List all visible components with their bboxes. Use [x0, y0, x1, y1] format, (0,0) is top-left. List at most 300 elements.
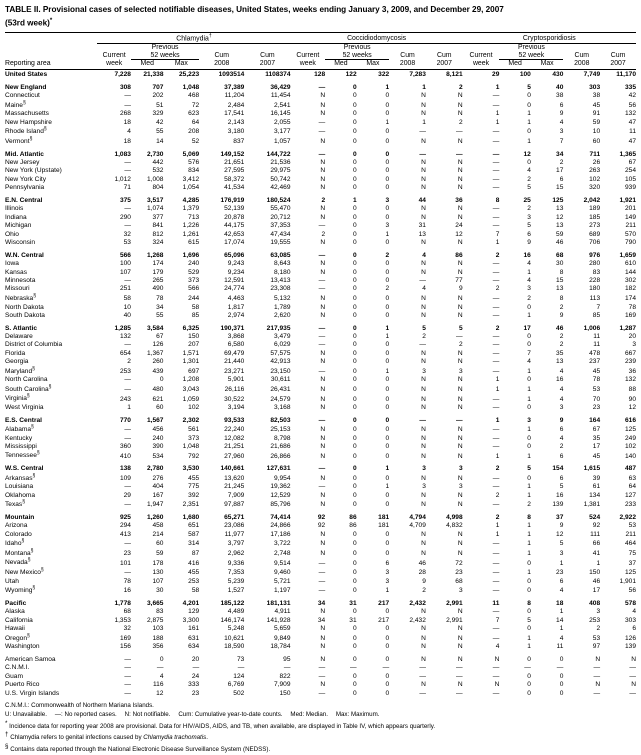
cell-crypto-week: N — [494, 681, 500, 689]
cell-cocci-week: N — [320, 239, 326, 247]
area-name: Hawaii — [5, 625, 25, 633]
cell-crypto-cum2007: 11,170 — [616, 71, 636, 79]
cell-crypto-max: 0 — [559, 689, 564, 697]
prev-spacer-3 — [244, 44, 290, 52]
table-row — [5, 276, 636, 284]
footnote-section-symbol: § — [5, 743, 9, 751]
area-name: Kansas — [5, 268, 27, 276]
cell-crypto-max: 59 — [556, 230, 564, 238]
cell-crypto-week: — — [492, 341, 500, 349]
weeks-label-chlamydia: 52 weeks — [131, 52, 199, 60]
cell-chlamydia-cum2008: 12,082 — [224, 434, 245, 442]
cell-crypto-cum2008: 17 — [592, 587, 601, 595]
cell-crypto-week: — — [492, 634, 500, 642]
area-name: Idaho — [5, 540, 22, 548]
cell-chlamydia-cum2007: 23,150 — [270, 367, 291, 375]
cell-cocci-max: 0 — [385, 260, 390, 268]
cell-cocci-max: 6 — [385, 559, 390, 567]
cell-cocci-cum2007: N — [457, 681, 463, 689]
cell-chlamydia-week: — — [124, 222, 131, 230]
cell-crypto-med: 0 — [527, 587, 531, 595]
cell-crypto-week: — — [492, 434, 500, 442]
group-spacer — [5, 32, 97, 44]
table-row — [5, 521, 636, 529]
cell-crypto-week: — — [492, 540, 500, 548]
cell-crypto-cum2008: N — [595, 655, 601, 663]
cell-cocci-max: 0 — [385, 530, 390, 538]
cell-chlamydia-cum2008: 3,868 — [227, 333, 245, 340]
cell-cocci-cum2007: 8,121 — [446, 71, 463, 79]
cell-crypto-cum2007: 169 — [624, 311, 636, 319]
cell-chlamydia-week: 169 — [119, 634, 131, 642]
cell-chlamydia-max: 1,048 — [182, 83, 200, 91]
cell-crypto-med: 1 — [527, 118, 531, 126]
cell-chlamydia-cum2007: 8,643 — [274, 260, 291, 268]
cell-cocci-max: 0 — [385, 608, 390, 616]
row-area-label — [5, 91, 97, 99]
cell-cocci-week: — — [318, 587, 326, 595]
cell-cocci-cum2007: 68 — [455, 577, 463, 585]
cell-cocci-med: 0 — [352, 395, 357, 403]
cell-chlamydia-cum2007: 20,712 — [270, 213, 291, 221]
cell-cocci-week: — — [318, 324, 326, 332]
cell-chlamydia-cum2008: 21,440 — [224, 358, 245, 366]
cell-chlamydia-max: 1,208 — [182, 376, 200, 384]
cell-crypto-max: 37 — [556, 513, 564, 521]
cell-cocci-cum2008: N — [421, 443, 426, 451]
row-area-label — [5, 442, 97, 450]
cell-chlamydia-week: — — [124, 376, 131, 384]
title-line-2: (53rd week) — [5, 18, 50, 28]
cell-cocci-week: — — [318, 83, 326, 91]
cell-chlamydia-max: 6,325 — [182, 324, 200, 332]
table-row — [5, 251, 636, 259]
row-area-label — [5, 204, 97, 212]
cell-chlamydia-week: — — [124, 205, 131, 213]
cell-chlamydia-week: 1,285 — [114, 324, 131, 332]
cell-chlamydia-cum2008: 4,463 — [227, 295, 245, 303]
area-name: Rhode Island — [5, 128, 44, 136]
cell-crypto-cum2007: 88 — [628, 385, 636, 393]
cell-cocci-cum2007: N — [457, 474, 463, 482]
cell-cocci-max: 0 — [385, 268, 390, 276]
area-name: W.S. Central — [5, 465, 44, 473]
table-row — [5, 680, 636, 688]
area-name: California — [5, 616, 33, 624]
area-name: E.S. Central — [5, 416, 43, 424]
table-row — [5, 473, 636, 483]
cell-chlamydia-cum2007: 9,460 — [274, 569, 291, 577]
cell-crypto-week: — — [492, 672, 500, 680]
cell-chlamydia-med: 107 — [152, 577, 164, 585]
cell-cocci-med: 0 — [352, 83, 357, 91]
cell-crypto-cum2007: 11 — [629, 128, 636, 136]
cell-crypto-cum2007: 53 — [628, 522, 636, 530]
cell-cocci-week: — — [318, 672, 326, 680]
cell-cocci-cum2008: — — [419, 672, 426, 680]
cell-cocci-cum2007: — — [456, 664, 463, 672]
area-name: Nevada — [5, 559, 28, 567]
cell-chlamydia-week: 53 — [123, 239, 131, 247]
weeks-label-coccidiodomycosis: 52 weeks — [325, 52, 389, 60]
column-header-cocci-med: Med — [325, 60, 356, 70]
row-area-label — [5, 616, 97, 624]
cell-crypto-cum2007: 37 — [628, 559, 636, 567]
cell-chlamydia-max: 85 — [191, 311, 200, 319]
cell-cocci-cum2007: 3 — [458, 483, 463, 491]
cell-crypto-med: 2 — [527, 501, 531, 509]
cell-crypto-max: 4 — [559, 385, 564, 393]
cell-crypto-week: 2 — [495, 251, 500, 259]
cell-cocci-cum2007: 4,998 — [446, 513, 463, 521]
cell-cocci-med: 0 — [352, 303, 357, 311]
group-label-cryptosporidiosis: Cryptosporidiosis — [522, 35, 576, 43]
cell-crypto-cum2008: 303 — [589, 83, 601, 91]
cell-cocci-med: 0 — [352, 150, 357, 158]
cell-chlamydia-week: 32 — [123, 625, 131, 633]
row-area-label — [5, 491, 97, 499]
table-row — [5, 302, 636, 310]
cell-crypto-week: — — [492, 205, 500, 213]
cell-cocci-max: 0 — [385, 540, 390, 548]
cell-cocci-cum2008: N — [421, 260, 426, 268]
cell-crypto-week: — — [492, 303, 500, 311]
area-name: Minnesota — [5, 277, 36, 285]
cell-chlamydia-cum2008: 140,661 — [220, 465, 245, 473]
row-area-label — [5, 100, 97, 110]
cell-chlamydia-week: — — [124, 434, 131, 442]
cell-crypto-med: 1 — [527, 522, 531, 530]
cell-crypto-cum2008: — — [593, 672, 601, 680]
cell-chlamydia-cum2007: 9,849 — [274, 634, 291, 642]
area-name: Oregon — [5, 634, 27, 642]
cell-chlamydia-cum2007: 8,798 — [274, 434, 291, 442]
cell-chlamydia-max: 58 — [191, 303, 200, 311]
cell-crypto-week: 2 — [495, 491, 500, 499]
area-name: Delaware — [5, 333, 33, 340]
cell-cocci-med: 0 — [352, 158, 357, 166]
cell-cocci-cum2007: N — [457, 184, 463, 192]
cell-cocci-max: 0 — [385, 184, 390, 192]
cell-chlamydia-week: 413 — [119, 530, 131, 538]
cell-chlamydia-cum2008: 1,527 — [227, 587, 245, 595]
cell-cocci-week: N — [320, 550, 326, 558]
cell-crypto-med: 8 — [527, 599, 531, 607]
cell-cocci-med: 0 — [352, 443, 357, 451]
cell-chlamydia-cum2008: 65,096 — [224, 251, 245, 259]
cell-chlamydia-week: 132 — [119, 333, 131, 340]
cell-crypto-cum2008: 26 — [592, 158, 601, 166]
cell-cocci-cum2007: 12 — [455, 230, 463, 238]
cell-chlamydia-cum2008: 3,180 — [227, 128, 245, 136]
cell-crypto-max: 16 — [556, 491, 564, 499]
cell-cocci-cum2008: 4,709 — [409, 522, 426, 530]
cell-chlamydia-week: 2 — [127, 358, 131, 366]
cell-crypto-cum2007: 1,287 — [619, 324, 636, 332]
cell-crypto-cum2008: 253 — [589, 616, 601, 624]
cell-cocci-cum2008: 5 — [422, 324, 426, 332]
cell-crypto-cum2008: 102 — [589, 175, 601, 183]
cell-cocci-cum2008: N — [421, 101, 426, 109]
cell-crypto-cum2008: 41 — [592, 550, 601, 558]
cell-crypto-cum2007: 182 — [624, 285, 636, 293]
cell-chlamydia-max: 23 — [191, 689, 200, 697]
cell-chlamydia-cum2008: 190,371 — [220, 324, 245, 332]
cell-chlamydia-week: — — [124, 483, 131, 491]
cell-chlamydia-cum2008: 6,580 — [227, 341, 245, 349]
table-row — [5, 268, 636, 276]
cell-chlamydia-max: 576 — [188, 158, 200, 166]
cell-crypto-med: 4 — [527, 167, 531, 175]
cell-cocci-cum2007: N — [457, 403, 463, 411]
cell-crypto-week: — — [492, 483, 500, 491]
cell-chlamydia-cum2008: 18,590 — [224, 643, 245, 651]
cell-crypto-med: 0 — [527, 672, 531, 680]
cell-cocci-cum2008: 2 — [422, 333, 426, 340]
cell-chlamydia-cum2007: 26,431 — [270, 385, 291, 393]
cell-crypto-week: — — [492, 395, 500, 403]
cell-crypto-med: 3 — [527, 416, 531, 424]
cell-chlamydia-cum2008: 124 — [233, 672, 245, 680]
cell-crypto-cum2007: 610 — [624, 260, 636, 268]
cell-chlamydia-cum2007: 2,055 — [274, 118, 291, 126]
cell-cocci-med: 0 — [352, 655, 357, 663]
cell-crypto-week: — — [492, 474, 500, 482]
cell-cocci-week: N — [320, 681, 326, 689]
cell-cocci-week: — — [318, 559, 326, 567]
cell-chlamydia-week: — — [124, 92, 131, 100]
cell-crypto-max: 13 — [556, 358, 564, 366]
cell-cocci-week: N — [320, 167, 326, 175]
cell-crypto-cum2008: 273 — [589, 222, 601, 230]
cell-cocci-max: 0 — [385, 341, 390, 349]
cell-cocci-max: 1 — [385, 333, 390, 340]
cell-crypto-cum2008: 164 — [589, 416, 601, 424]
cum-label-cocci-2007: Cum — [436, 52, 452, 60]
cell-chlamydia-cum2008: 11,204 — [224, 92, 245, 100]
cell-cocci-cum2008: N — [421, 311, 426, 319]
cell-chlamydia-cum2008: 58,372 — [224, 175, 245, 183]
page-title — [5, 5, 636, 29]
cell-cocci-week: — — [318, 416, 326, 424]
cell-cocci-max: 181 — [378, 522, 390, 530]
cell-cocci-max: 0 — [385, 376, 390, 384]
cell-chlamydia-cum2007: 150 — [279, 689, 291, 697]
cell-chlamydia-week: 71 — [123, 184, 131, 192]
cell-crypto-med: 25 — [523, 196, 531, 204]
cell-crypto-week: — — [492, 358, 500, 366]
cell-crypto-week: — — [492, 137, 500, 145]
cell-cocci-med: 0 — [352, 213, 357, 221]
area-footnote-marker: § — [32, 365, 35, 372]
table-row — [5, 607, 636, 615]
cell-chlamydia-cum2008: 30,522 — [224, 395, 245, 403]
cell-chlamydia-max: 373 — [188, 277, 200, 285]
cell-chlamydia-week: 18 — [123, 137, 131, 145]
cell-cocci-week: N — [320, 205, 326, 213]
cell-crypto-week: — — [492, 550, 500, 558]
cell-crypto-med: — — [524, 664, 531, 672]
area-name: United States — [5, 71, 48, 79]
cell-chlamydia-cum2008: 17,074 — [224, 239, 245, 247]
cell-chlamydia-med: 179 — [152, 268, 164, 276]
cell-chlamydia-cum2007: 30,611 — [270, 376, 291, 384]
area-name: Louisiana — [5, 483, 34, 491]
cell-crypto-max: 6 — [559, 474, 564, 482]
cell-crypto-max: 0 — [559, 655, 564, 663]
cell-chlamydia-max: 64 — [191, 118, 200, 126]
cell-chlamydia-max: 651 — [188, 522, 200, 530]
cell-cocci-max: 0 — [385, 625, 390, 633]
cell-cocci-cum2007: — — [456, 333, 463, 340]
cell-cocci-max: 181 — [378, 513, 390, 521]
cell-cocci-med: 0 — [352, 251, 357, 259]
cell-chlamydia-max: 2,302 — [182, 416, 200, 424]
cell-cocci-max: 0 — [385, 349, 390, 357]
cell-crypto-med: 0 — [527, 443, 531, 451]
cell-cocci-cum2007: — — [456, 416, 463, 424]
cell-crypto-med: 5 — [527, 184, 531, 192]
cell-crypto-max: 15 — [556, 184, 564, 192]
cell-crypto-cum2007: 64 — [628, 483, 636, 491]
cell-crypto-max: 6 — [559, 426, 564, 434]
cell-chlamydia-cum2007: 127,631 — [266, 465, 291, 473]
column-header-cocci-cum2008: 2008 — [389, 60, 426, 70]
cell-chlamydia-cum2008: 73 — [236, 655, 245, 663]
cell-chlamydia-med: 30 — [156, 587, 164, 595]
row-area-label — [5, 450, 97, 460]
cell-crypto-cum2007: 939 — [624, 184, 636, 192]
cell-cocci-max: 1 — [385, 367, 390, 375]
cell-crypto-cum2007: 667 — [624, 349, 636, 357]
cell-cocci-med: 0 — [352, 349, 357, 357]
cell-chlamydia-cum2007: 24,579 — [270, 395, 291, 403]
row-area-label — [5, 109, 97, 117]
area-footnote-marker: § — [29, 135, 33, 142]
cell-crypto-max: 8 — [559, 268, 564, 276]
cell-chlamydia-cum2007: 1,057 — [274, 137, 291, 145]
area-name: Missouri — [5, 285, 30, 293]
cell-cocci-week: — — [318, 341, 326, 349]
cell-cocci-cum2007: N — [457, 101, 463, 109]
cell-chlamydia-cum2007: 9,954 — [274, 474, 291, 482]
cell-crypto-cum2007: 4 — [632, 608, 636, 616]
footnotes — [5, 702, 636, 755]
cell-crypto-cum2007: 254 — [624, 167, 636, 175]
cell-chlamydia-med: 67 — [156, 333, 164, 340]
cell-chlamydia-cum2007: 55,470 — [270, 205, 291, 213]
cell-cocci-cum2008: N — [421, 681, 426, 689]
cell-chlamydia-max: 3,530 — [182, 465, 200, 473]
area-name: Guam — [5, 672, 23, 680]
cell-crypto-cum2008: 53 — [592, 634, 601, 642]
cell-cocci-cum2007: N — [457, 501, 463, 509]
cell-crypto-week: — — [492, 295, 500, 303]
row-area-label — [5, 680, 97, 688]
cell-crypto-max: 13 — [556, 205, 564, 213]
cell-chlamydia-week: 253 — [119, 367, 131, 375]
cell-cocci-max: 0 — [385, 501, 390, 509]
cell-chlamydia-max: 244 — [188, 295, 200, 303]
cell-chlamydia-med: 377 — [152, 213, 164, 221]
row-area-label — [5, 183, 97, 191]
cell-crypto-cum2008: 83 — [592, 268, 601, 276]
cell-chlamydia-cum2008: 37,389 — [224, 83, 245, 91]
table-row — [5, 183, 636, 191]
cell-chlamydia-week: 243 — [119, 395, 131, 403]
row-area-label — [5, 126, 97, 136]
cell-crypto-max: 5 — [559, 540, 564, 548]
cell-cocci-cum2007: N — [457, 239, 463, 247]
cell-chlamydia-med: 480 — [152, 385, 164, 393]
cell-chlamydia-cum2008: 7,353 — [227, 569, 245, 577]
cell-chlamydia-cum2007: 74,414 — [270, 513, 291, 521]
cell-cocci-cum2007: — — [456, 150, 463, 158]
cell-cocci-cum2007: N — [457, 349, 463, 357]
row-area-label — [5, 482, 97, 490]
cell-chlamydia-med: 1,268 — [146, 251, 164, 259]
cell-crypto-week: — — [492, 569, 500, 577]
cell-crypto-cum2008: 185 — [589, 213, 601, 221]
table-row — [5, 357, 636, 365]
table-row — [5, 689, 636, 697]
cell-chlamydia-max: 4,285 — [182, 196, 200, 204]
cell-chlamydia-max: 3,300 — [182, 616, 200, 624]
cell-cocci-cum2007: 23 — [455, 569, 463, 577]
cell-crypto-med: 100 — [519, 71, 531, 79]
cell-chlamydia-med: 2,780 — [146, 465, 164, 473]
weeks-label-row — [5, 52, 636, 60]
cell-chlamydia-max: 20 — [191, 655, 200, 663]
cell-cocci-max: 0 — [385, 92, 390, 100]
cell-crypto-cum2007: 201 — [624, 205, 636, 213]
row-area-label — [5, 366, 97, 376]
cell-cocci-week: N — [320, 110, 326, 118]
cell-crypto-max: 23 — [556, 569, 564, 577]
cell-chlamydia-med: 12 — [156, 689, 164, 697]
prev-spacer-7 — [463, 44, 500, 52]
area-name: Alabama — [5, 426, 32, 434]
area-name: Nebraska — [5, 295, 34, 303]
cell-crypto-week: 1 — [495, 110, 500, 118]
cell-crypto-cum2007: — — [629, 672, 636, 680]
cell-cocci-med: 0 — [352, 689, 357, 697]
cell-chlamydia-cum2007: 26,866 — [270, 452, 291, 460]
cell-crypto-week: 1 — [495, 416, 500, 424]
cell-chlamydia-max: 129 — [188, 608, 200, 616]
cell-chlamydia-cum2008: 1,817 — [227, 303, 245, 311]
table-row — [5, 642, 636, 650]
cell-cocci-med: 0 — [352, 416, 357, 424]
cell-crypto-week: 11 — [492, 599, 500, 607]
cell-chlamydia-max: 1,696 — [182, 251, 200, 259]
cell-chlamydia-max: 392 — [188, 491, 200, 499]
table-row — [5, 434, 636, 442]
table-row — [5, 393, 636, 403]
cell-cocci-cum2007: N — [457, 376, 463, 384]
cell-cocci-med: 0 — [352, 358, 357, 366]
cell-crypto-cum2008: — — [593, 664, 601, 672]
cell-chlamydia-med: 214 — [152, 530, 164, 538]
cell-chlamydia-cum2008: 3,797 — [227, 540, 245, 548]
row-area-label — [5, 196, 97, 204]
cell-cocci-med: 0 — [352, 230, 357, 238]
cell-crypto-cum2007: 47 — [628, 137, 636, 145]
cell-crypto-max: 9 — [559, 522, 564, 530]
cell-chlamydia-cum2008: 176,919 — [220, 196, 245, 204]
cell-chlamydia-cum2007: 47,434 — [270, 230, 291, 238]
cell-crypto-week: 7 — [495, 616, 500, 624]
